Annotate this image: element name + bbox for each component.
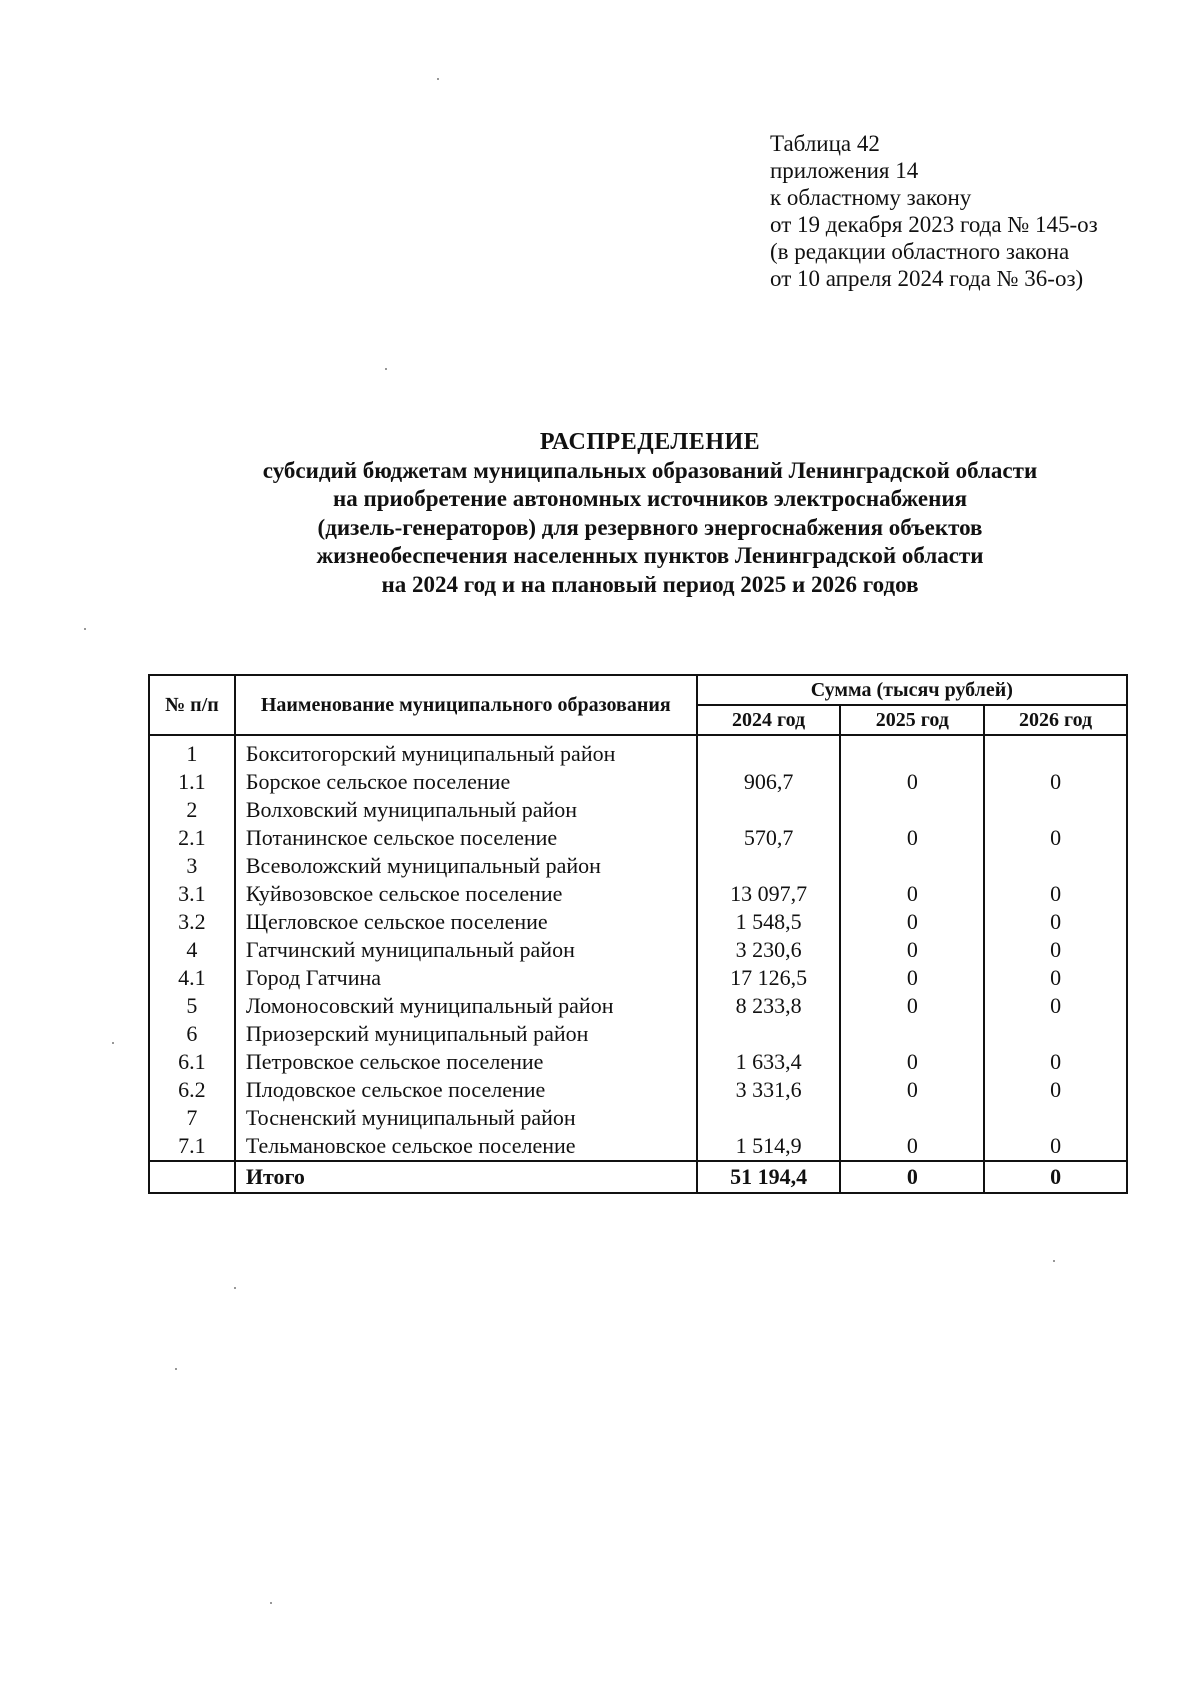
row-name: Всеволожский муниципальный район (235, 852, 697, 880)
table-row (149, 852, 1127, 880)
row-name: Щегловское сельское поселение (235, 908, 697, 936)
row-value-2025: 0 (840, 1048, 984, 1076)
table-body (149, 735, 1127, 1161)
scan-speck (1053, 1260, 1055, 1262)
row-value-2025: 0 (840, 992, 984, 1020)
row-value-2024 (697, 1020, 841, 1048)
row-value-2026 (984, 796, 1127, 824)
heading-line: субсидий бюджетам муниципальных образований Ленинградской области (262, 457, 1038, 483)
table-header-row (149, 675, 1127, 705)
row-value-2024 (697, 735, 841, 768)
row-number: 1.1 (149, 768, 235, 796)
row-value-2026: 0 (984, 824, 1127, 852)
table-row (149, 1048, 1127, 1076)
row-value-2025 (840, 1020, 984, 1048)
row-number: 4 (149, 936, 235, 964)
row-value-2026: 0 (984, 1048, 1127, 1076)
row-value-2026: 0 (984, 908, 1127, 936)
row-name: Борское сельское поселение (235, 768, 697, 796)
scan-speck (385, 368, 387, 370)
scan-speck (175, 1368, 177, 1370)
row-value-2025 (840, 852, 984, 880)
row-number: 6.2 (149, 1076, 235, 1104)
row-value-2025 (840, 735, 984, 768)
document-heading (120, 428, 1180, 599)
header-year-2025: 2025 год (840, 705, 984, 735)
row-name: Тельмановское сельское поселение (235, 1132, 697, 1161)
header-year-2026: 2026 год (984, 705, 1127, 735)
total-2025: 0 (840, 1161, 984, 1193)
row-value-2024: 8 233,8 (697, 992, 841, 1020)
table-row (149, 992, 1127, 1020)
total-2026: 0 (984, 1161, 1127, 1193)
table-row (149, 735, 1127, 768)
table-row (149, 824, 1127, 852)
row-value-2026: 0 (984, 992, 1127, 1020)
scan-speck (112, 1042, 114, 1044)
row-number: 1 (149, 735, 235, 768)
row-name: Город Гатчина (235, 964, 697, 992)
row-value-2026 (984, 852, 1127, 880)
row-value-2024: 3 331,6 (697, 1076, 841, 1104)
row-value-2024: 1 514,9 (697, 1132, 841, 1161)
row-value-2025: 0 (840, 936, 984, 964)
heading-line: (дизель-генераторов) для резервного энергоснабжения объектов (317, 514, 983, 540)
heading-line: на 2024 год и на плановый период 2025 и 2026 годов (381, 571, 919, 597)
table-row (149, 796, 1127, 824)
header-sum: Сумма (тысяч рублей) (697, 675, 1127, 705)
row-name: Петровское сельское поселение (235, 1048, 697, 1076)
document-title: РАСПРЕДЕЛЕНИЕ (539, 429, 761, 455)
table-total-row (149, 1161, 1127, 1193)
row-number: 4.1 (149, 964, 235, 992)
row-name: Ломоносовский муниципальный район (235, 992, 697, 1020)
row-value-2025: 0 (840, 880, 984, 908)
table-row (149, 1132, 1127, 1161)
table-row (149, 964, 1127, 992)
row-value-2024: 3 230,6 (697, 936, 841, 964)
row-value-2024 (697, 1104, 841, 1132)
row-number: 6.1 (149, 1048, 235, 1076)
heading-line: на приобретение автономных источников электроснабжения (332, 486, 968, 511)
row-name: Бокситогорский муниципальный район (235, 735, 697, 768)
total-number (149, 1161, 235, 1193)
row-value-2024: 906,7 (697, 768, 841, 796)
table-row (149, 768, 1127, 796)
row-number: 5 (149, 992, 235, 1020)
row-number: 7.1 (149, 1132, 235, 1161)
row-value-2025: 0 (840, 1076, 984, 1104)
row-value-2024: 1 548,5 (697, 908, 841, 936)
scan-speck (270, 1602, 272, 1604)
row-value-2026: 0 (984, 880, 1127, 908)
row-value-2024 (697, 796, 841, 824)
heading-line: жизнеобеспечения населенных пунктов Ленинградской области (316, 543, 984, 568)
row-number: 2 (149, 796, 235, 824)
row-name: Куйвозовское сельское поселение (235, 880, 697, 908)
row-name: Гатчинский муниципальный район (235, 936, 697, 964)
row-number: 3 (149, 852, 235, 880)
row-number: 3.1 (149, 880, 235, 908)
row-value-2026 (984, 1020, 1127, 1048)
row-value-2026: 0 (984, 1076, 1127, 1104)
total-2024: 51 194,4 (697, 1161, 841, 1193)
row-number: 2.1 (149, 824, 235, 852)
row-value-2025: 0 (840, 1132, 984, 1161)
row-value-2024 (697, 852, 841, 880)
header-number: № п/п (149, 675, 235, 735)
table-row (149, 908, 1127, 936)
appendix-line: приложения 14 (770, 158, 919, 183)
row-name: Тосненский муниципальный район (235, 1104, 697, 1132)
row-value-2024: 570,7 (697, 824, 841, 852)
row-value-2026: 0 (984, 936, 1127, 964)
row-number: 3.2 (149, 908, 235, 936)
scan-speck (234, 1287, 236, 1289)
row-value-2025: 0 (840, 824, 984, 852)
row-value-2024: 13 097,7 (697, 880, 841, 908)
row-value-2026: 0 (984, 768, 1127, 796)
row-value-2024: 1 633,4 (697, 1048, 841, 1076)
row-value-2026: 0 (984, 964, 1127, 992)
table-row (149, 1076, 1127, 1104)
header-name: Наименование муниципального образования (235, 675, 697, 735)
appendix-line: Таблица 42 (770, 131, 880, 156)
row-name: Волховский муниципальный район (235, 796, 697, 824)
total-label: Итого (235, 1161, 697, 1193)
row-value-2025: 0 (840, 768, 984, 796)
table-row (149, 1104, 1127, 1132)
row-value-2026: 0 (984, 1132, 1127, 1161)
row-name: Потанинское сельское поселение (235, 824, 697, 852)
appendix-line: (в редакции областного закона (770, 239, 1070, 264)
header-year-2024: 2024 год (697, 705, 841, 735)
table-row (149, 880, 1127, 908)
distribution-table (148, 674, 1128, 1194)
row-value-2025: 0 (840, 964, 984, 992)
row-value-2026 (984, 1104, 1127, 1132)
table-row (149, 936, 1127, 964)
appendix-line: к областному закону (770, 185, 972, 210)
scan-speck (84, 628, 86, 630)
row-value-2024: 17 126,5 (697, 964, 841, 992)
row-name: Приозерский муниципальный район (235, 1020, 697, 1048)
row-number: 7 (149, 1104, 235, 1132)
appendix-reference (770, 130, 1098, 292)
appendix-line: от 19 декабря 2023 года № 145-оз (770, 212, 1098, 237)
row-value-2026 (984, 735, 1127, 768)
row-value-2025 (840, 796, 984, 824)
scan-speck (437, 78, 439, 80)
row-value-2025: 0 (840, 908, 984, 936)
appendix-line: от 10 апреля 2024 года № 36-оз) (770, 266, 1084, 291)
row-value-2025 (840, 1104, 984, 1132)
table-row (149, 1020, 1127, 1048)
row-name: Плодовское сельское поселение (235, 1076, 697, 1104)
row-number: 6 (149, 1020, 235, 1048)
